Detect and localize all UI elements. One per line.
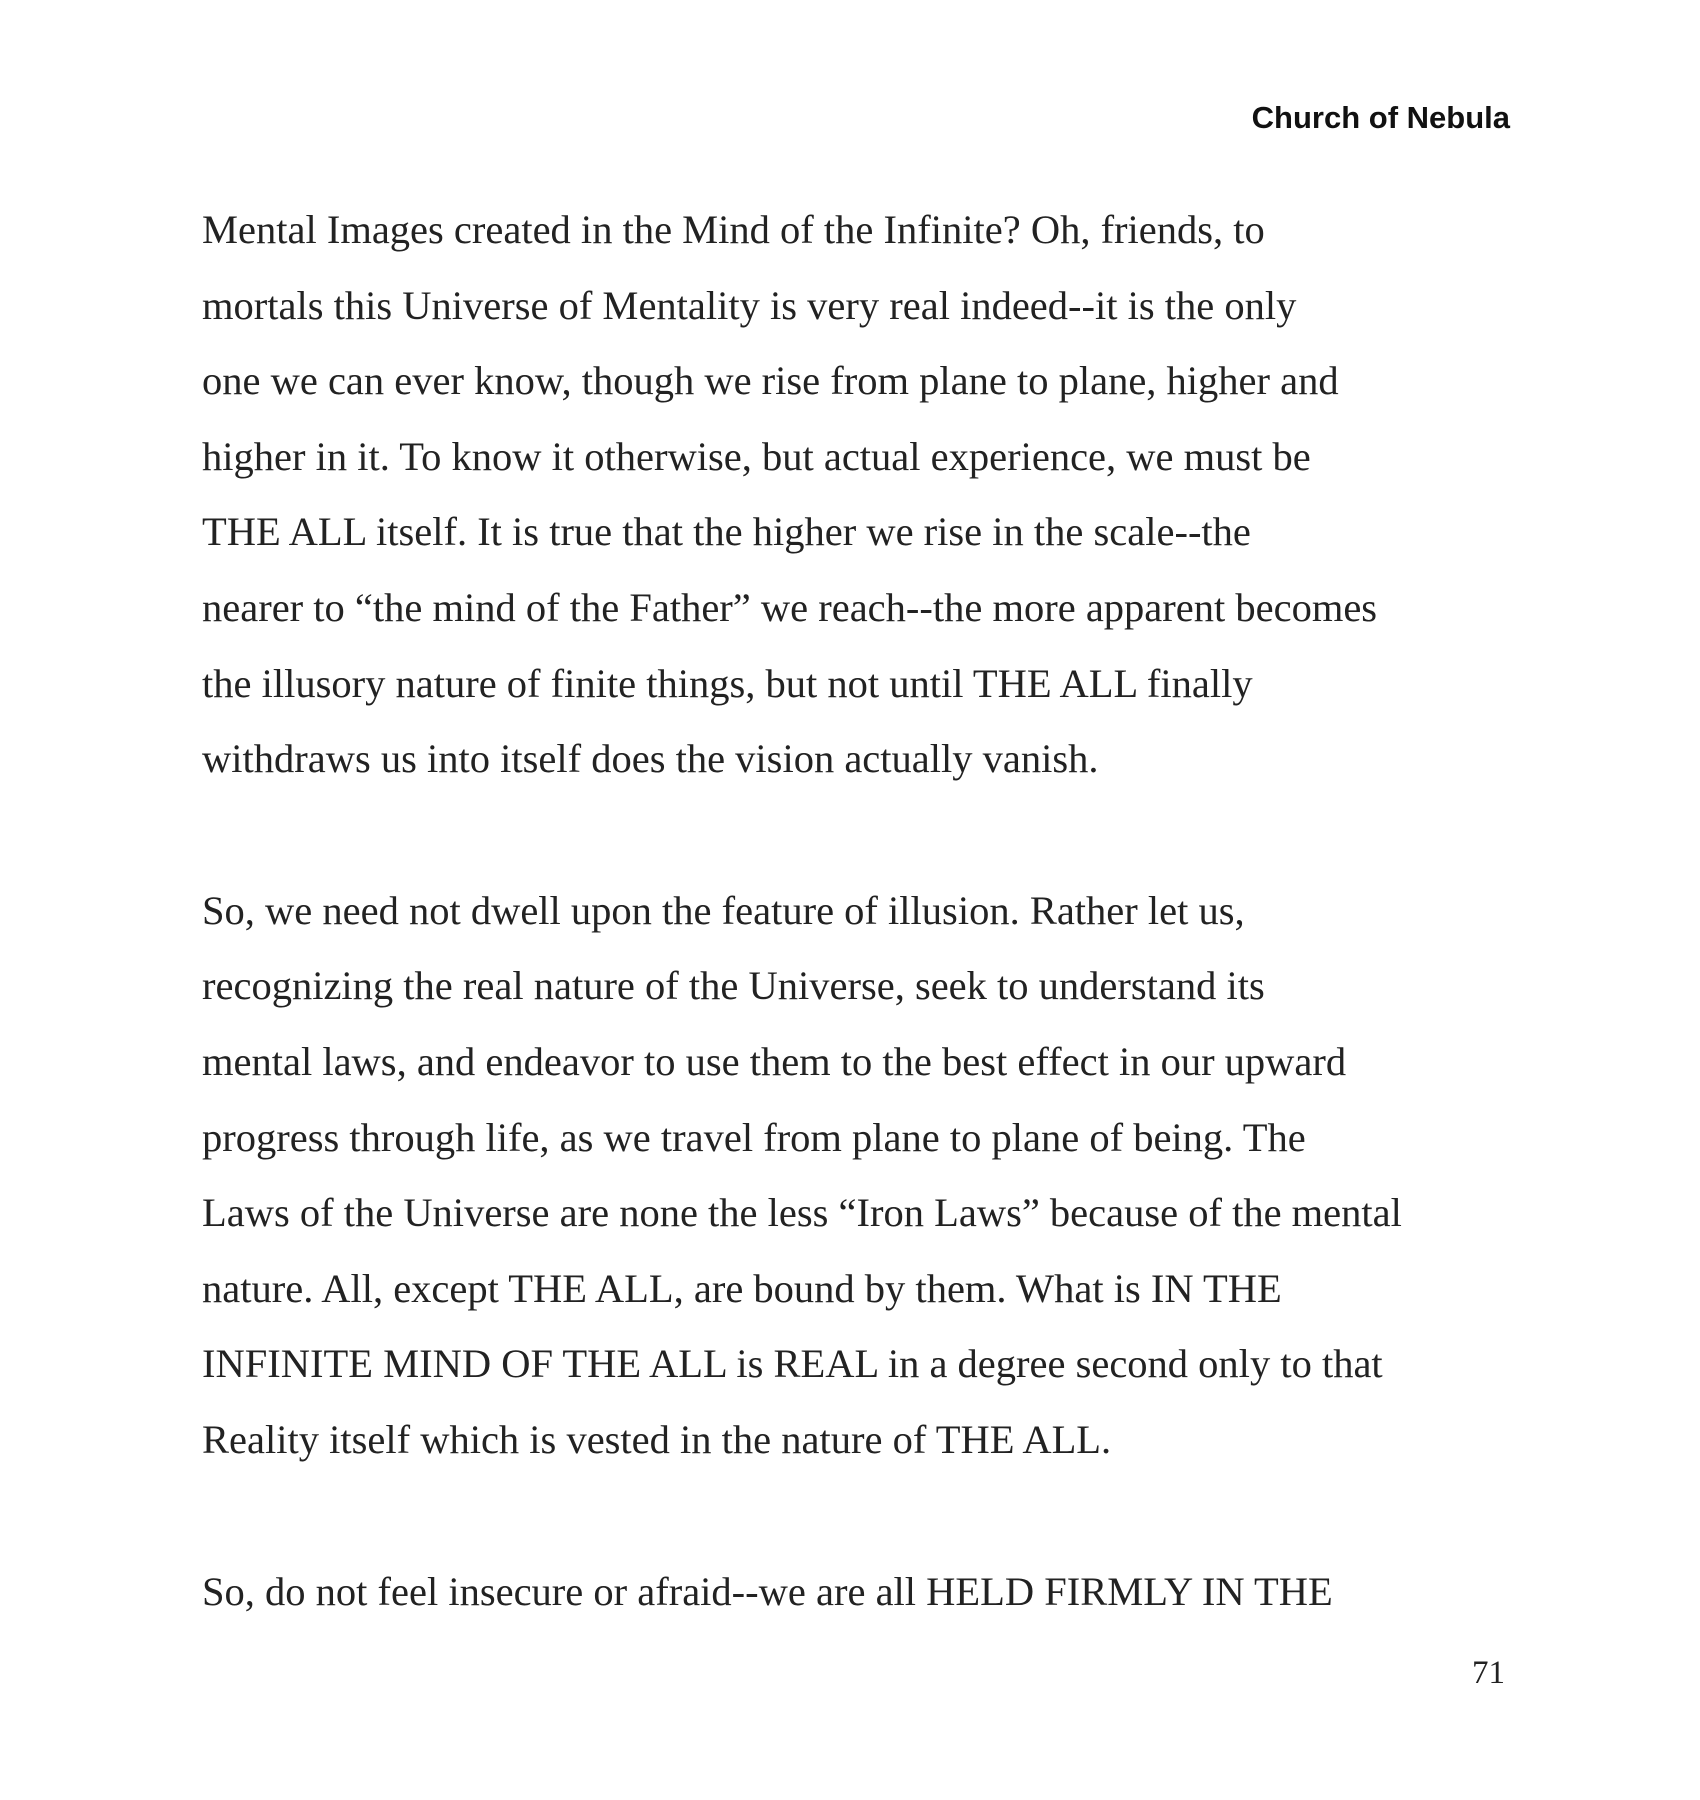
- text-line: Reality itself which is vested in the nature of THE ALL.: [202, 1416, 1112, 1462]
- text-line: recognizing the real nature of the Universe, seek to understand its: [202, 963, 1265, 1009]
- text-line: higher in it. To know it otherwise, but actual experience, we must be: [202, 433, 1311, 479]
- text-line: THE ALL itself. It is true that the higher we rise in the scale--the: [202, 509, 1251, 555]
- text-line: INFINITE MIND OF THE ALL is REAL in a degree second only to that: [202, 1341, 1383, 1387]
- text-line: mortals this Universe of Mentality is very real indeed--it is the only: [202, 282, 1297, 328]
- text-line: So, do not feel insecure or afraid--we are all HELD FIRMLY IN THE: [202, 1568, 1333, 1614]
- text-line: mental laws, and endeavor to use them to the best effect in our upward: [202, 1038, 1347, 1084]
- text-line: one we can ever know, though we rise from plane to plane, higher and: [202, 358, 1339, 404]
- text-line: nearer to “the mind of the Father” we reach--the more apparent becomes: [202, 584, 1378, 630]
- text-line: progress through life, as we travel from plane to plane of being. The: [202, 1114, 1306, 1160]
- paragraph: [202, 1554, 1522, 1630]
- text-line: nature. All, except THE ALL, are bound by them. What is IN THE: [202, 1265, 1282, 1311]
- text-line: Laws of the Universe are none the less “Iron Laws” because of the mental: [202, 1190, 1402, 1236]
- text-line: the illusory nature of finite things, but not until THE ALL finally: [202, 660, 1253, 706]
- paragraph: [202, 873, 1522, 1478]
- page-number: 71: [1472, 1655, 1505, 1691]
- text-line: So, we need not dwell upon the feature of illusion. Rather let us,: [202, 887, 1245, 933]
- text-line: withdraws us into itself does the vision actually vanish.: [202, 736, 1099, 782]
- paragraph: [202, 192, 1522, 797]
- body-text: [202, 192, 1522, 1629]
- text-line: Mental Images created in the Mind of the Infinite? Oh, friends, to: [202, 207, 1265, 252]
- running-header: Church of Nebula: [1251, 100, 1510, 135]
